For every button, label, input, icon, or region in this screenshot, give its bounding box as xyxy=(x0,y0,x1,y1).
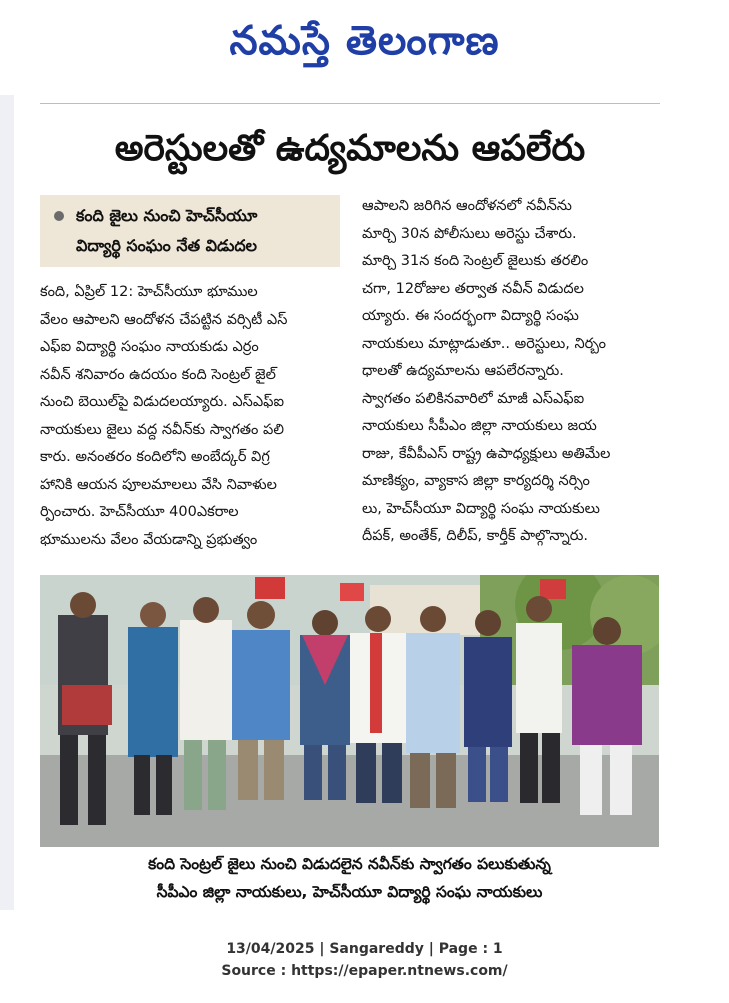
article-line: నాయకులు మాట్లాడుతూ.. అరెస్టులు, నిర్బం xyxy=(362,335,606,352)
article-line: మార్చి 30న పోలీసులు అరెస్టు చేశారు. xyxy=(362,225,577,242)
subheadline-line-2: విద్యార్థి సంఘం నేత విడుదల xyxy=(76,236,257,255)
article-line: నాయకులు సీపీఎం జిల్లా నాయకులు జయ xyxy=(362,418,597,434)
caption-line-1: కంది సెంట్రల్ జైలు నుంచి విడుదలైన నవీన్‌కు స్వాగతం పలుకుతున్న xyxy=(148,855,551,873)
footer-edition-info: 13/04/2025 | Sangareddy | Page : 1 xyxy=(226,941,503,957)
article-line: లు, హెచ్‌సీయూ విద్యార్థి సంఘ నాయకులు xyxy=(362,500,600,517)
article-line: దీపక్, అంతేక్, దిలీప్, కార్తీక్ పాల్గొన్నారు. xyxy=(362,528,588,544)
article-line: ఎఫ్ఐ విద్యార్థి సంఘం నాయకుడు ఎర్రం xyxy=(40,339,259,355)
footer-source: Source : https://epaper.ntnews.com/ xyxy=(221,963,508,979)
page-edge xyxy=(0,95,14,910)
article-headline: అరెస్టులతో ఉద్యమాలను ఆపలేరు xyxy=(114,128,586,169)
article-line: మార్చి 31న కంది సెంట్రల్ జైలుకు తరలిం xyxy=(362,253,589,269)
article-line: నవీన్ శనివారం ఉదయం కంది సెంట్రల్ జైల్ xyxy=(40,366,276,383)
article-line: చగా, 12రోజుల తర్వాత నవీన్ విడుదల xyxy=(362,280,584,297)
article-line: ర్పించారు. హెచ్‌సీయూ 400ఎకరాల xyxy=(40,504,239,520)
article-line: కారు. అనంతరం కందిలోని అంబేద్కర్ విగ్ర xyxy=(40,449,270,465)
article-line: ధాలతో ఉద్యమాలను ఆపలేరన్నారు. xyxy=(362,363,564,379)
article-line: మాణిక్యం, వ్యాకాస జిల్లా కార్యదర్శి నర్సిం xyxy=(362,473,590,489)
article-line: హానికి ఆయన పూలమాలలు వేసి నివాళుల xyxy=(40,476,277,493)
subheadline-box xyxy=(40,195,340,267)
masthead-title: నమస్తే తెలంగాణ xyxy=(229,17,500,64)
article-line: స్వాగతం పలికినవారిలో మాజీ ఎస్‌ఎఫ్ఐ xyxy=(362,390,585,407)
caption-line-2: సీపీఎం జిల్లా నాయకులు, హెచ్‌సీయూ విద్యార్థి సంఘ నాయకులు xyxy=(156,883,543,901)
article-line: రాజు, కేవీపీఎస్ రాష్ట్ర ఉపాధ్యక్షులు అతిమేల xyxy=(362,445,611,462)
article-column-right xyxy=(362,193,662,551)
photo-caption xyxy=(40,850,659,906)
article-column-left xyxy=(40,279,340,554)
bullet-icon xyxy=(54,211,64,221)
article-line: ఆపాలని జరిగిన ఆందోళనలో నవీన్‌ను xyxy=(362,198,572,214)
news-photo xyxy=(40,575,659,847)
article-line: భూములను వేలం వేయడాన్ని ప్రభుత్వం xyxy=(40,531,258,548)
group-photo-illustration xyxy=(40,575,659,847)
article-line: వేలం ఆపాలని ఆందోళన చేపట్టిన వర్సిటీ ఎస్ xyxy=(40,311,288,328)
article-line: నాయకులు జైలు వద్ద నవీన్‌కు స్వాగతం పలి xyxy=(40,421,284,438)
article-line: య్యారు. ఈ సందర్భంగా విద్యార్థి సంఘ xyxy=(362,308,579,324)
header-divider xyxy=(40,103,660,104)
article-line: నుంచి బెయిల్‌పై విడుదలయ్యారు. ఎస్‌ఎఫ్ఐ xyxy=(40,394,284,410)
subheadline-line-1: కంది జైలు నుంచి హెచ్‌సీయూ xyxy=(76,206,258,225)
article-line: కంది, ఏప్రిల్ 12: హెచ్‌సీయూ భూముల xyxy=(40,284,258,300)
